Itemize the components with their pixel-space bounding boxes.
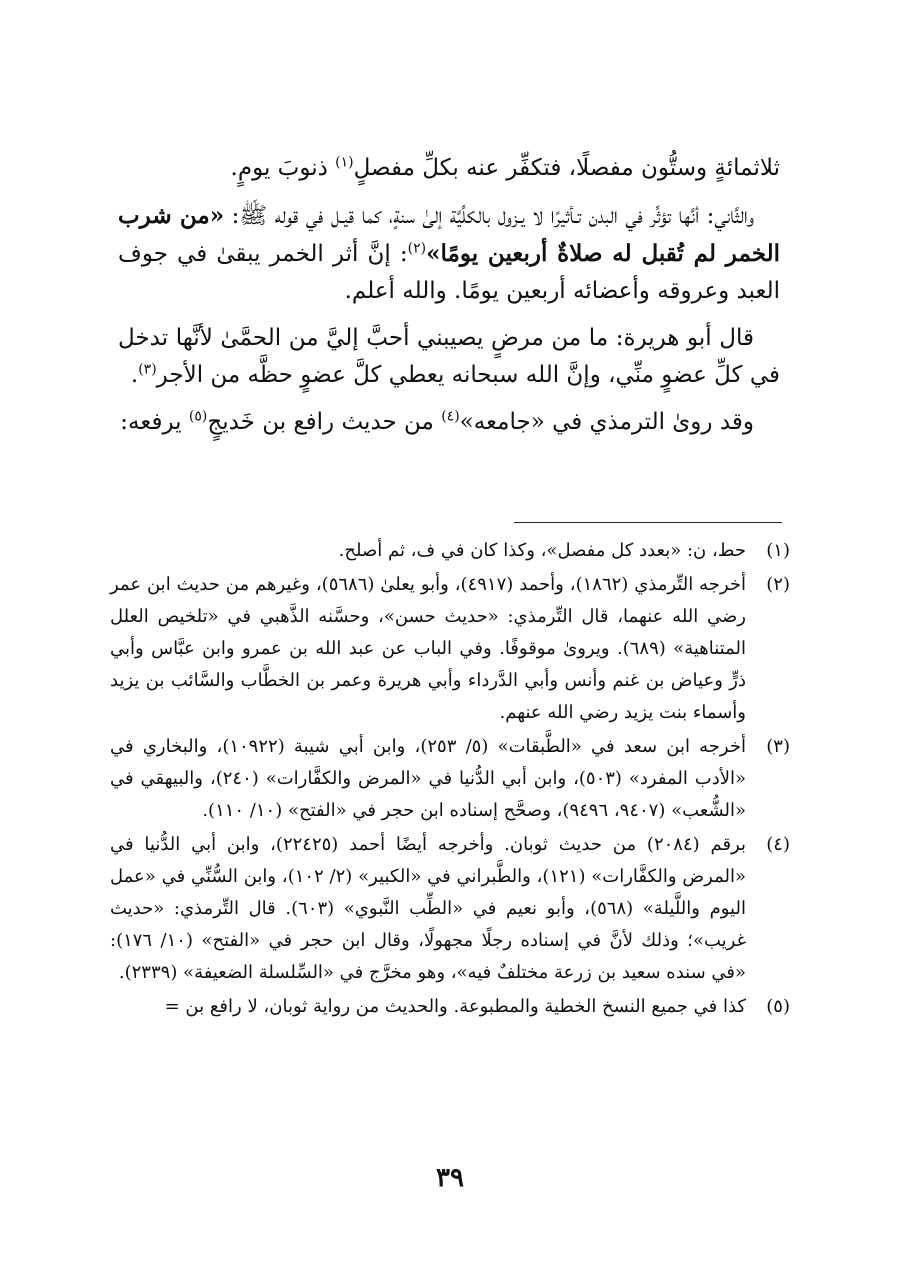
footnotes — [110, 535, 790, 1025]
paragraph-1-text-end: ذنوبَ يومٍ. — [230, 155, 336, 181]
main-text — [118, 150, 780, 451]
paragraph-4-text-mid: من حديث رافع بن خَديجٍ — [207, 409, 442, 435]
footnote-separator — [514, 522, 782, 523]
hadith-quote: «من شرب الخمر لم تُقبل له صلاةٌ أربعين يومًا» — [118, 202, 780, 267]
paragraph-4-text: وقد روىٰ الترمذي في «جامعه» — [459, 409, 754, 435]
footnote-ref-3[interactable]: (٣) — [138, 361, 157, 378]
footnote-5 — [110, 991, 790, 1023]
paragraph-4-text-end: يرفعه: — [120, 409, 189, 435]
paragraph-2 — [118, 197, 780, 310]
paragraph-3-text: قال أبو هريرة: ما من مرضٍ يصيبني أحبَّ إليَّ من الحمَّىٰ لأنَّها تدخل في كلِّ عضوٍ منِّي، وإنَّ الله سبحانه يعطي كلَّ عضوٍ حظَّه من الأجر — [118, 325, 780, 388]
footnote-text: أخرجه ابن سعد في «الطَّبقات» (٥/ ٢٥٣)، وابن أبي شيبة (١٠٩٢٢)، والبخاري في «الأدب المفرد» (٥٠٣)، وابن أبي الدُّنيا في «المرض والكفَّارات» (٢٤٠)، والبيهقي في «الشُّعب» (٩٤٠٧، ٩٤٩٦)، وصحَّح إسناده ابن حجر في «الفتح» (١٠/ ١١٠). — [110, 736, 746, 821]
footnote-text: أخرجه التِّرمذي (١٨٦٢)، وأحمد (٤٩١٧)، وأبو يعلىٰ (٥٦٨٦)، وغيرهم من حديث ابن عمر رضي الله عنهما، قال التِّرمذي: «حديث حسن»، وحسَّنه الذَّهبي في «تلخيص العلل المتناهية» (٦٨٩). ويروىٰ موقوفًا. وفي الباب عن عبد الله بن عمرو وابن عبَّاس وأبي ذرٍّ وعياض بن غنم وأنس وأبي الدَّرداء وأبي هريرة وعمر بن الخطَّاب والسَّائب بن يزيد وأسماء بنت يزيد رضي الله عنهم. — [110, 574, 747, 723]
footnote-ref-2[interactable]: (٢) — [407, 240, 427, 257]
footnote-4 — [110, 829, 790, 989]
footnote-text: برقم (٢٠٨٤) من حديث ثوبان. وأخرجه أيضًا أحمد (٢٢٤٢٥)، وابن أبي الدُّنيا في «المرض والكفَّارات» (١٢١)، والطَّبراني في «الكبير» (٢/ ١٠٢)، وابن السُّنِّي في «عمل اليوم واللَّيلة» (٥٦٨)، وأبو نعيم في «الطِّب النَّبوي» (٦٠٣). قال التِّرمذي: «حديث غريب»؛ وذلك لأنَّ في إسناده رجلًا مجهولًا، وقال ابن حجر في «الفتح» (١٠/ ١٧٦): «في سنده سعيد بن زرعة مختلفٌ فيه»، وهو مخرَّج في «السِّلسلة الضعيفة» (٢٣٣٩). — [110, 834, 746, 983]
footnote-number: (٤) — [766, 834, 790, 855]
footnote-2 — [110, 569, 790, 729]
footnote-ref-1[interactable]: (١) — [335, 154, 354, 171]
paragraph-3 — [118, 320, 780, 394]
footnote-1 — [110, 535, 790, 567]
paragraph-2-text: والثَّاني: أنَّها تؤثِّر في البدن تـأثيرًا لا يـزول بالكلِّيَّة إلىٰ سنةٍ، كما قيـل في قوله ﷺ: — [224, 203, 755, 229]
paragraph-3-text-end: . — [130, 362, 139, 388]
page-number: ٣٩ — [436, 1163, 464, 1193]
footnote-number: (٥) — [766, 996, 790, 1017]
footnote-number: (٢) — [766, 574, 790, 595]
footnote-text: حط، ن: «بعدد كل مفصل»، وكذا كان في ف، ثم أصلح. — [338, 540, 746, 561]
footnote-ref-4[interactable]: (٤) — [441, 408, 460, 425]
footnote-3 — [110, 731, 790, 827]
paragraph-1 — [118, 150, 780, 187]
paragraph-4 — [118, 404, 780, 441]
paragraph-2-text-end: : إنَّ أثر الخمر يبقىٰ في جوف العبد وعروقه وأعضائه أربعين يومًا. والله أعلم. — [118, 241, 780, 304]
paragraph-1-text: ثلاثمائةٍ وستُّون مفصلًا، فتكفِّر عنه بكلِّ مفصلٍ — [353, 155, 780, 181]
footnote-number: (١) — [766, 540, 790, 561]
footnote-ref-5[interactable]: (٥) — [188, 408, 208, 425]
footnote-text: كذا في جميع النسخ الخطية والمطبوعة. والحديث من رواية ثوبان، لا رافع بن = — [164, 996, 746, 1017]
footnote-number: (٣) — [766, 736, 790, 757]
